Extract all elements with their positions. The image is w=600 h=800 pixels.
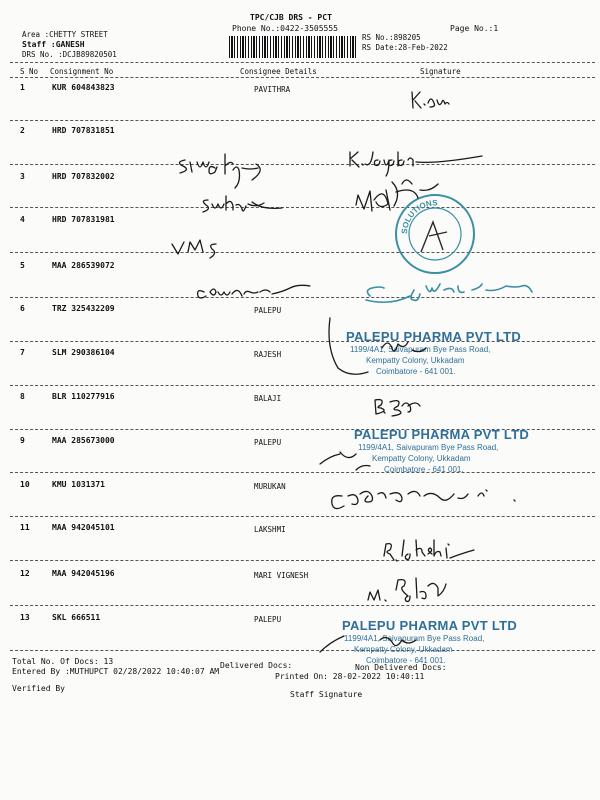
stamp-address-2: Kempatty Colony, Ukkadam [366,356,465,365]
area-label: Area :CHETTY STREET [22,30,108,39]
signature-row-9 [320,452,370,470]
col-header-sno: S No [20,67,39,76]
row-sno: 2 [20,126,25,135]
total-docs: Total No. Of Docs: 13 [12,657,114,666]
signature-row-8 [375,400,420,416]
row-consignment: SLM 290386104 [52,348,115,357]
stamp-address-3: Coimbatore - 641 001. [376,367,456,376]
row-consignee: MARI VIGNESH [254,571,309,580]
row-sno: 4 [20,215,25,224]
row-sno: 3 [20,172,25,181]
row-consignment: KUR 604843823 [52,83,115,92]
stamp-address-1: 1199/4A1, Saivapuram Bye Pass Road, [358,443,499,452]
signature-row-2-right [350,152,482,176]
signature-row-6 [329,318,426,374]
row-sno: 11 [20,523,30,532]
row-consignment: SKL 666511 [52,613,101,622]
stamp-address-3: Coimbatore - 641 001. [366,656,446,665]
row-sno: 10 [20,480,30,489]
signature-row-10 [332,490,515,509]
seal-text: SOLUTIONS [399,198,438,235]
row-sno: 7 [20,348,25,357]
row-sno: 13 [20,613,30,622]
delivered-docs: Delivered Docs: [220,661,293,670]
row-sno: 8 [20,392,25,401]
signature-row-3-left [203,196,282,212]
staff-signature-label: Staff Signature [290,690,363,699]
rs-date: RS Date:28-Feb-2022 [362,43,448,52]
rs-number: RS No.:898205 [362,33,421,42]
row-consignment: HRD 707831851 [52,126,115,135]
stamp-address-3: Coimbatore - 641 001. [384,465,464,474]
row-sno: 12 [20,569,30,578]
signature-row-11 [384,540,474,561]
row-consignee: LAKSHMI [254,525,286,534]
stamp-company: PALEPU PHARMA PVT LTD [354,427,530,442]
row-consignment: MAA 942045196 [52,569,115,578]
page-number: Page No.:1 [450,24,499,33]
row-consignment: BLR 110277916 [52,392,115,401]
row-sno: 9 [20,436,25,445]
row-consignment: MAA 942045101 [52,523,115,532]
row-sno: 6 [20,304,25,313]
drs-number: DRS No. :DCJB89820501 [22,50,117,59]
signature-row-1 [412,92,449,108]
col-header-consignee: Consignee Details [240,67,317,76]
verified-by: Verified By [12,684,65,693]
stamp-company: PALEPU PHARMA PVT LTD [346,329,522,344]
row-sno: 5 [20,261,25,270]
row-consignment: MAA 285673000 [52,436,115,445]
signature-row-4-left [172,240,216,258]
row-consignment: HRD 707831981 [52,215,115,224]
row-consignee: RAJESH [254,350,282,359]
col-header-signature: Signature [420,67,461,76]
col-header-consignment: Consignment No [50,67,114,76]
row-consignee: MURUKAN [254,482,286,491]
row-consignment: MAA 286539072 [52,261,115,270]
staff-label: Staff :GANESH [22,40,85,49]
stamp-address-2: Kempatty Colony, Ukkadam [372,454,471,463]
signature-row-13 [320,636,416,652]
row-consignment: HRD 707832002 [52,172,115,181]
row-sno: 1 [20,83,25,92]
row-consignee: PALEPU [254,306,282,315]
entered-by: Entered By :MUTHUPCT 02/28/2022 10:40:07 AM [12,667,220,676]
row-consignment: TRZ 325432209 [52,304,115,313]
signature-row-3-right [356,180,438,211]
signature-row-12 [368,578,446,601]
stamp-address-2: Kempatty Colony, Ukkadam [354,645,453,654]
phone-number: Phone No.:0422-3505555 [232,24,338,33]
stamp-address-1: 1199/4A1, Saivapuram Bye Pass Road, [350,345,491,354]
printed-on: Printed On: 28-02-2022 10:40:11 [275,672,425,681]
signature-row-2-left [179,154,260,188]
signature-row-5-left [198,285,310,298]
row-consignee: PAVITHRA [254,85,291,94]
row-consignee: PALEPU [254,615,282,624]
row-consignment: KMU 1031371 [52,480,105,489]
row-consignee: PALEPU [254,438,282,447]
row-consignee: BALAJI [254,394,282,403]
signature-row-5-right [366,284,532,302]
stamp-company: PALEPU PHARMA PVT LTD [342,618,518,633]
document-title: TPC/CJB DRS - PCT [250,13,332,22]
stamp-address-1: 1199/4A1, Saivapuram Bye Pass Road, [344,634,485,643]
non-delivered-docs: Non Delivered Docs: [355,663,447,672]
